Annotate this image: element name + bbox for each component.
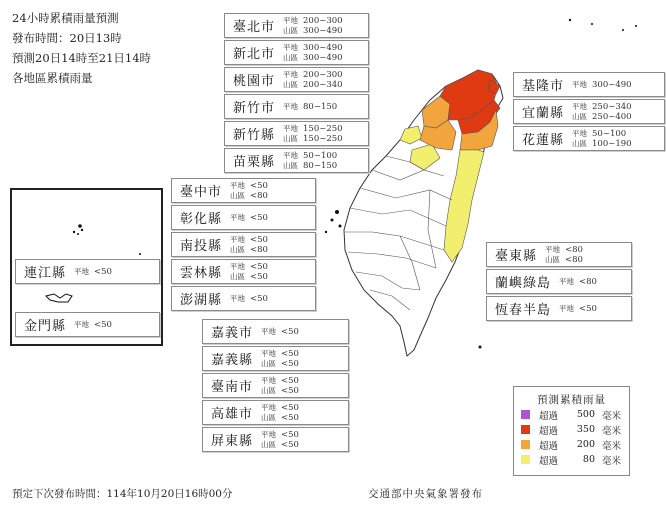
region-box-taoyuan	[224, 67, 369, 92]
plain-label: 平地	[572, 129, 588, 138]
plain-label: 平地	[261, 327, 277, 336]
plain-label: 平地	[572, 102, 588, 111]
plain-rainfall-row	[572, 102, 632, 112]
region-name: 基隆市	[522, 79, 565, 94]
mountain-rainfall-row	[230, 272, 268, 282]
rainfall-values	[545, 245, 583, 265]
rainfall-values	[559, 304, 597, 314]
region-box-taipei-city	[224, 13, 369, 38]
plain-label: 平地	[283, 43, 299, 52]
mountain-label: 山區	[261, 440, 277, 449]
rainfall-values	[572, 80, 632, 90]
rainfall-values	[230, 181, 268, 201]
rainfall-legend	[513, 386, 630, 476]
mountain-value: <80	[565, 254, 583, 265]
legend-unit: 毫米	[602, 455, 622, 467]
mountain-value: <50	[281, 439, 299, 450]
region-box-kaohsiung	[202, 400, 349, 425]
mountain-rainfall-row	[283, 26, 343, 36]
plain-rainfall-row	[283, 16, 343, 26]
legend-item	[514, 422, 629, 437]
region-name: 桃園市	[233, 74, 276, 89]
legend-label: 超過	[539, 410, 559, 422]
region-name: 新北市	[233, 47, 276, 62]
rainfall-values	[261, 430, 299, 450]
mountain-label: 山區	[261, 413, 277, 422]
mountain-rainfall-row	[261, 359, 299, 369]
region-name: 宜蘭縣	[522, 106, 565, 121]
plain-value: <50	[250, 212, 268, 223]
plain-label: 平地	[74, 320, 90, 329]
plain-value: <50	[250, 261, 268, 272]
issuer-label: 交通部中央氣象署發布	[368, 488, 483, 500]
plain-rainfall-row	[283, 102, 337, 112]
plain-rainfall-row	[74, 267, 112, 277]
plain-label: 平地	[230, 181, 246, 190]
mountain-rainfall-row	[283, 80, 343, 90]
issue-time: 發布時間：20日13時	[12, 31, 122, 45]
region-box-penghu	[171, 286, 316, 311]
mountain-label: 山區	[283, 161, 299, 170]
legend-title: 預測累積雨量	[537, 394, 606, 406]
region-box-taichung	[171, 178, 316, 203]
legend-label: 超過	[539, 440, 559, 452]
legend-item	[514, 437, 629, 452]
rainfall-values	[572, 102, 632, 122]
region-box-hsinchu-county	[224, 121, 369, 146]
region-name: 臺北市	[233, 20, 276, 35]
mountain-label: 山區	[230, 245, 246, 254]
legend-threshold: 200	[576, 439, 595, 450]
region-box-pingtung	[202, 427, 349, 452]
map-title: 24小時累積雨量預測	[12, 11, 119, 25]
legend-swatch	[521, 425, 530, 434]
region-name: 屏東縣	[211, 434, 254, 449]
plain-label: 平地	[283, 102, 299, 111]
mountain-label: 山區	[261, 359, 277, 368]
mountain-label: 山區	[283, 80, 299, 89]
region-name: 嘉義縣	[211, 353, 254, 368]
plain-label: 平地	[230, 294, 246, 303]
region-name: 高雄市	[211, 407, 254, 422]
rainfall-values	[283, 16, 343, 36]
rainfall-values	[74, 267, 112, 277]
plain-rainfall-row	[230, 262, 268, 272]
rainfall-values	[261, 376, 299, 396]
region-box-keelung	[513, 72, 665, 97]
plain-label: 平地	[283, 124, 299, 133]
region-box-chiayi-county	[202, 346, 349, 371]
plain-rainfall-row	[74, 320, 112, 330]
plain-label: 平地	[559, 277, 575, 286]
mountain-value: 300~490	[303, 52, 343, 63]
plain-rainfall-row	[283, 151, 337, 161]
legend-unit: 毫米	[602, 425, 622, 437]
plain-label: 平地	[230, 213, 246, 222]
plain-rainfall-row	[261, 430, 299, 440]
plain-label: 平地	[559, 304, 575, 313]
rainfall-values	[559, 277, 597, 287]
region-box-miaoli	[224, 148, 369, 173]
region-name: 臺東縣	[495, 249, 538, 264]
mountain-label: 山區	[572, 112, 588, 121]
mountain-label: 山區	[545, 255, 561, 264]
plain-value: <50	[94, 266, 112, 277]
legend-swatch	[521, 440, 530, 449]
region-name: 彰化縣	[180, 212, 223, 227]
rainfall-values	[572, 129, 632, 149]
legend-item	[514, 407, 629, 422]
legend-unit: 毫米	[602, 440, 622, 452]
region-name: 新竹縣	[233, 128, 276, 143]
plain-label: 平地	[572, 80, 588, 89]
legend-rows	[514, 407, 629, 467]
region-name: 新竹市	[233, 101, 276, 116]
region-name: 恆春半島	[495, 303, 552, 318]
mountain-rainfall-row	[261, 440, 299, 450]
plain-label: 平地	[74, 267, 90, 276]
legend-threshold: 350	[576, 424, 595, 435]
region-name: 花蓮縣	[522, 133, 565, 148]
legend-label: 超過	[539, 425, 559, 437]
kinmen-island-shape	[46, 294, 72, 302]
region-box-chiayi-city	[202, 319, 349, 344]
mountain-value: 100~190	[592, 138, 632, 149]
rainfall-values	[74, 320, 112, 330]
mountain-value: 250~400	[592, 111, 632, 122]
legend-swatch	[521, 410, 530, 419]
region-box-hsinchu-city	[224, 94, 369, 119]
plain-value: <50	[281, 375, 299, 386]
rainfall-values	[283, 70, 343, 90]
region-box-hualien	[513, 126, 665, 151]
rainfall-values	[230, 262, 268, 282]
region-box-yilan	[513, 99, 665, 124]
legend-threshold: 500	[576, 409, 595, 420]
region-box-changhua	[171, 205, 316, 230]
plain-value: <50	[250, 293, 268, 304]
mountain-label: 山區	[283, 26, 299, 35]
mountain-value: <80	[250, 244, 268, 255]
region-name: 臺南市	[211, 380, 254, 395]
mountain-value: <80	[250, 190, 268, 201]
forecast-period: 預測20日14時至21日14時	[12, 51, 152, 65]
mountain-label: 山區	[230, 272, 246, 281]
rainfall-values	[261, 327, 299, 337]
mountain-value: 200~340	[303, 79, 343, 90]
region-box-new-taipei	[224, 40, 369, 65]
plain-label: 平地	[261, 430, 277, 439]
mountain-value: 80~150	[303, 160, 338, 171]
plain-label: 平地	[261, 376, 277, 385]
mountain-value: <50	[281, 385, 299, 396]
plain-value: 50~100	[303, 150, 338, 161]
plain-value: <50	[94, 319, 112, 330]
region-box-lienchiang	[15, 259, 160, 284]
rainfall-values	[230, 235, 268, 255]
plain-rainfall-row	[261, 376, 299, 386]
mountain-value: 300~490	[303, 25, 343, 36]
mountain-rainfall-row	[545, 255, 583, 265]
region-name: 嘉義市	[211, 326, 254, 341]
rainfall-values	[230, 213, 268, 223]
mountain-rainfall-row	[230, 245, 268, 255]
mountain-value: 150~250	[303, 133, 343, 144]
region-name: 蘭嶼綠島	[495, 276, 552, 291]
plain-rainfall-row	[261, 327, 299, 337]
rainfall-values	[283, 43, 343, 63]
rainfall-values	[230, 294, 268, 304]
plain-label: 平地	[230, 235, 246, 244]
plain-rainfall-row	[559, 304, 597, 314]
plain-rainfall-row	[545, 245, 583, 255]
region-box-lanyu-green	[486, 269, 632, 294]
plain-rainfall-row	[283, 43, 343, 53]
legend-label: 超過	[539, 455, 559, 467]
region-box-tainan	[202, 373, 349, 398]
plain-rainfall-row	[230, 294, 268, 304]
plain-value: <50	[250, 180, 268, 191]
region-box-yunlin	[171, 259, 316, 284]
mountain-rainfall-row	[283, 161, 337, 171]
mountain-label: 山區	[283, 53, 299, 62]
region-name: 臺中市	[180, 185, 223, 200]
plain-value: 200~300	[303, 69, 343, 80]
plain-label: 平地	[545, 245, 561, 254]
mountain-label: 山區	[283, 134, 299, 143]
rainfall-values	[283, 151, 337, 171]
plain-label: 平地	[261, 349, 277, 358]
mountain-rainfall-row	[283, 134, 343, 144]
mountain-label: 山區	[230, 191, 246, 200]
region-name: 南投縣	[180, 239, 223, 254]
plain-label: 平地	[261, 403, 277, 412]
plain-value: 150~250	[303, 123, 343, 134]
mountain-rainfall-row	[283, 53, 343, 63]
plain-value: 80~150	[303, 101, 338, 112]
mountain-value: <50	[281, 412, 299, 423]
plain-rainfall-row	[283, 70, 343, 80]
plain-value: <50	[579, 303, 597, 314]
plain-value: 300~490	[592, 79, 632, 90]
region-box-kinmen	[15, 312, 160, 337]
plain-value: <80	[579, 276, 597, 287]
region-name: 苗栗縣	[233, 155, 276, 170]
plain-value: 50~100	[592, 128, 627, 139]
plain-rainfall-row	[283, 124, 343, 134]
plain-value: 300~490	[303, 42, 343, 53]
plain-label: 平地	[283, 16, 299, 25]
plain-rainfall-row	[572, 129, 632, 139]
plain-value: <50	[281, 348, 299, 359]
mountain-value: <50	[281, 358, 299, 369]
mountain-value: <50	[250, 271, 268, 282]
legend-threshold: 80	[582, 454, 595, 465]
rainfall-values	[261, 349, 299, 369]
region-box-taitung	[486, 242, 632, 267]
region-name: 雲林縣	[180, 266, 223, 281]
plain-value: <50	[281, 429, 299, 440]
plain-label: 平地	[230, 262, 246, 271]
plain-rainfall-row	[559, 277, 597, 287]
mountain-rainfall-row	[572, 112, 632, 122]
mountain-label: 山區	[572, 139, 588, 148]
plain-label: 平地	[283, 70, 299, 79]
rainfall-values	[283, 124, 343, 144]
mountain-rainfall-row	[572, 139, 632, 149]
region-name: 金門縣	[24, 319, 67, 334]
legend-item	[514, 452, 629, 467]
region-box-hengchun	[486, 296, 632, 321]
plain-value: <50	[250, 234, 268, 245]
plain-value: 250~340	[592, 101, 632, 112]
legend-unit: 毫米	[602, 410, 622, 422]
rainfall-values	[283, 102, 337, 112]
plain-label: 平地	[283, 151, 299, 160]
region-subtitle: 各地區累積雨量	[12, 71, 93, 85]
rainfall-values	[261, 403, 299, 423]
region-box-nantou	[171, 232, 316, 257]
plain-rainfall-row	[572, 80, 632, 90]
plain-value: <50	[281, 402, 299, 413]
region-name: 澎湖縣	[180, 293, 223, 308]
plain-rainfall-row	[261, 349, 299, 359]
plain-value: <80	[565, 244, 583, 255]
mountain-rainfall-row	[261, 386, 299, 396]
mountain-rainfall-row	[230, 191, 268, 201]
mountain-label: 山區	[261, 386, 277, 395]
plain-rainfall-row	[230, 181, 268, 191]
plain-value: 200~300	[303, 15, 343, 26]
region-name: 連江縣	[24, 266, 67, 281]
plain-rainfall-row	[261, 403, 299, 413]
plain-value: <50	[281, 326, 299, 337]
plain-rainfall-row	[230, 213, 268, 223]
next-issue-time: 預定下次發布時間：114年10月20日16時00分	[12, 488, 233, 500]
mountain-rainfall-row	[261, 413, 299, 423]
legend-swatch	[521, 455, 530, 464]
plain-rainfall-row	[230, 235, 268, 245]
